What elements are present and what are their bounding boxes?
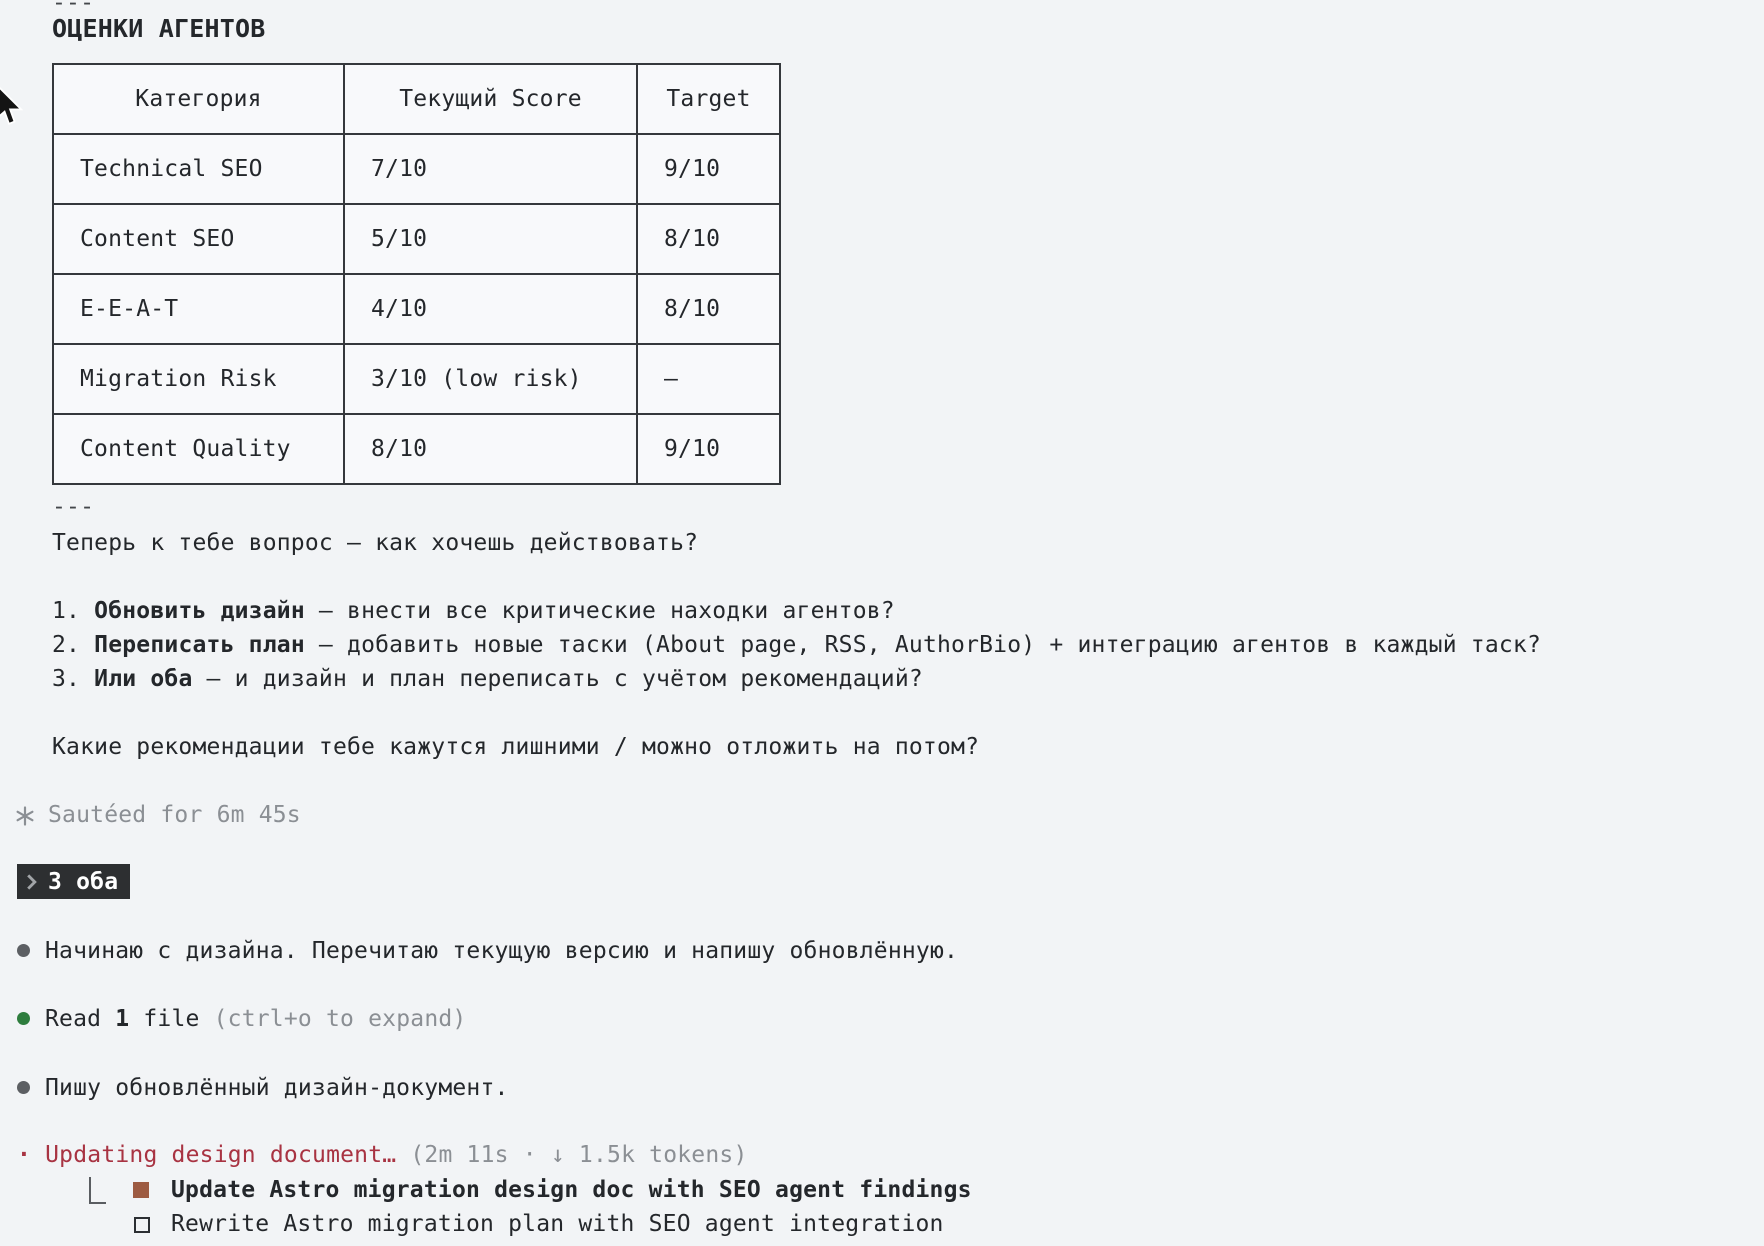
spinner-asterisk-icon [15,806,35,826]
task-tree-connector-icon [89,1177,106,1204]
cell-score: 3/10 (low risk) [344,344,637,414]
read-file-line [45,1002,466,1036]
option-bold: Или оба [94,666,193,692]
option-3 [52,662,923,696]
cell-category: Technical SEO [53,134,344,204]
col-header-current-score: Текущий Score [344,64,637,134]
user-prompt-text: 3 оба [48,868,119,895]
table-row [53,344,780,414]
table-row [53,274,780,344]
mouse-cursor-icon [0,84,24,126]
read-label: Read [45,1006,116,1032]
task-status-line [17,1138,748,1172]
table-row [53,134,780,204]
option-rest: — добавить новые таски (About page, RSS, AuthorBio) + интеграцию агентов в каждый таск? [304,632,1542,658]
option-rest: — и дизайн и план переписать с учётом рекомендаций? [192,666,923,692]
status-text: Sautéed for 6m 45s [48,802,301,828]
task-dot: · [17,1142,32,1168]
section-title: ОЦЕНКИ АГЕНТОВ [52,14,266,43]
followup-question: Какие рекомендации тебе кажутся лишними / можно отложить на потом? [52,734,980,760]
expand-hint: (ctrl+o to expand) [213,1006,467,1032]
option-1 [52,594,895,628]
option-number: 2. [52,632,95,658]
top-separator: --- [52,0,95,16]
option-bold: Обновить дизайн [94,598,305,624]
agent-scores-table [52,63,781,485]
prompt-chevron-icon [26,873,37,891]
task-item-label: Update Astro migration design doc with SEO agent findings [171,1177,972,1203]
table-row [53,204,780,274]
cell-score: 5/10 [344,204,637,274]
cell-category: Content SEO [53,204,344,274]
option-rest: — внести все критические находки агентов? [304,598,895,624]
cell-category: Content Quality [53,414,344,484]
col-header-target: Target [637,64,780,134]
option-2 [52,628,1541,662]
task-item-label: Rewrite Astro migration plan with SEO agent integration [171,1211,944,1237]
cell-target: – [637,344,780,414]
task-in-progress-icon [133,1182,149,1198]
question-text: Теперь к тебе вопрос — как хочешь действовать? [52,530,699,556]
task-meta: (2m 11s · ↓ 1.5k tokens) [396,1142,748,1168]
cell-score: 7/10 [344,134,637,204]
cell-category: E-E-A-T [53,274,344,344]
cell-target: 9/10 [637,134,780,204]
option-bold: Переписать план [94,632,305,658]
table-row [53,414,780,484]
bullet-icon [17,944,30,957]
cell-score: 8/10 [344,414,637,484]
col-header-category: Категория [53,64,344,134]
read-count: 1 [115,1006,130,1032]
assistant-message: Пишу обновлённый дизайн-документ. [45,1075,509,1101]
task-title: Updating design document… [45,1142,397,1168]
bullet-icon [17,1081,30,1094]
table-header-row [53,64,780,134]
cell-target: 8/10 [637,274,780,344]
separator: --- [52,494,95,520]
bullet-icon [17,1012,30,1025]
cell-target: 9/10 [637,414,780,484]
cell-target: 8/10 [637,204,780,274]
task-pending-icon [134,1217,150,1233]
cell-score: 4/10 [344,274,637,344]
assistant-message: Начинаю с дизайна. Перечитаю текущую версию и напишу обновлённую. [45,938,959,964]
cell-category: Migration Risk [53,344,344,414]
option-number: 1. [52,598,95,624]
read-label-post: file [129,1006,214,1032]
option-number: 3. [52,666,95,692]
user-prompt-echo [17,864,130,899]
